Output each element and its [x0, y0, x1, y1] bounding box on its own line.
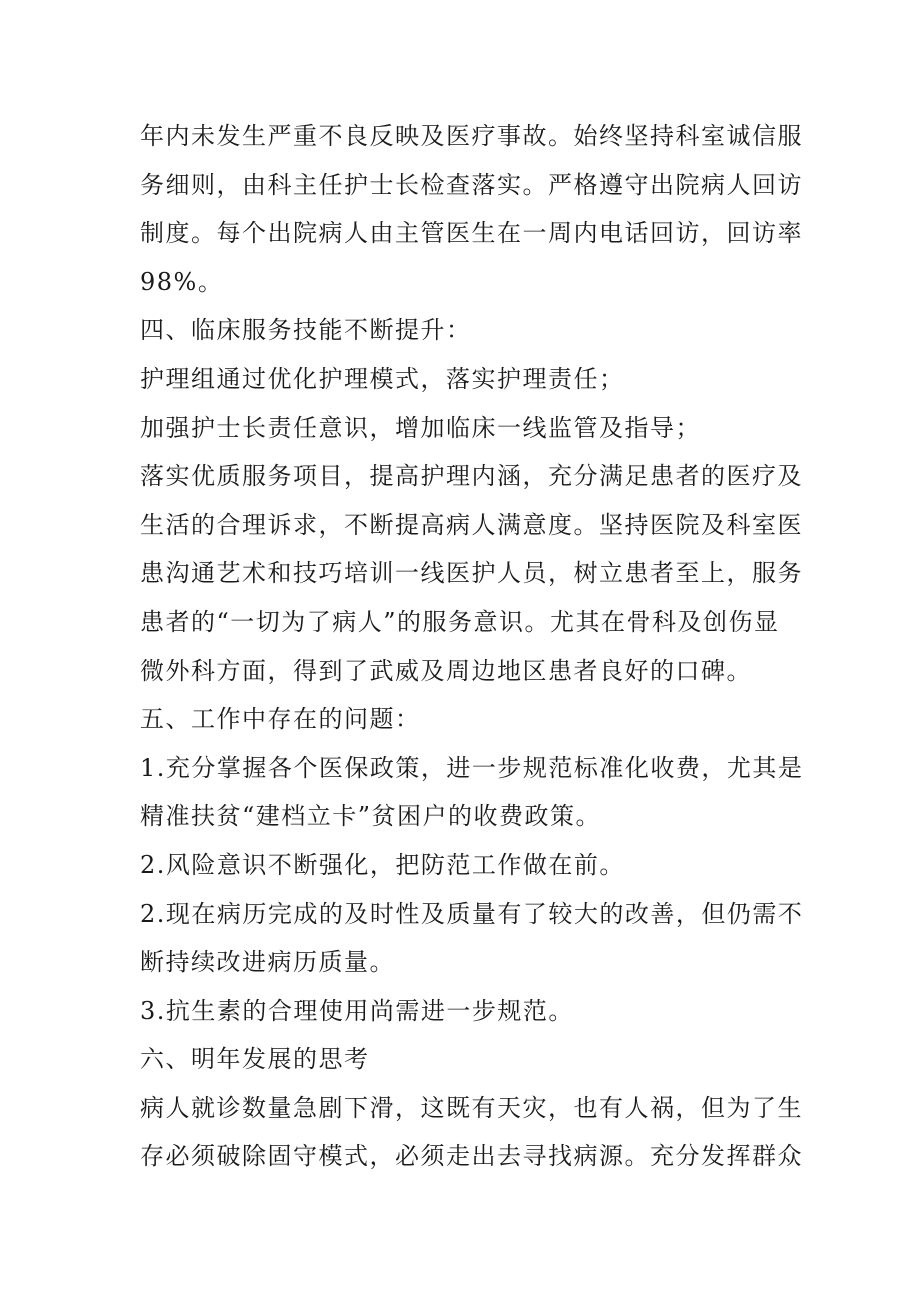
document-body	[140, 112, 804, 1181]
list-item: 3.抗生素的合理使用尚需进一步规范。	[140, 996, 574, 1025]
text-line: 护理组通过优化护理模式，落实护理责任；	[140, 364, 625, 393]
section-heading-6: 六、明年发展的思考	[140, 1045, 370, 1074]
text-line: 落实优质服务项目，提高护理内涵，充分满足患者的医疗及	[140, 462, 803, 491]
section-heading-5: 五、工作中存在的问题：	[140, 705, 421, 734]
text-line: 务细则，由科主任护士长检查落实。严格遵守出院病人回访	[140, 170, 803, 199]
text-line: 精准扶贫“建档立卡”贫困户的收费政策。	[140, 802, 602, 831]
text-line: 病人就诊数量急剧下滑，这既有天灾，也有人祸，但为了生	[140, 1093, 803, 1122]
text-line: 制度。每个出院病人由主管医生在一周内电话回访，回访率	[140, 219, 803, 248]
text-line: 患沟通艺术和技巧培训一线医护人员，树立患者至上，服务	[140, 559, 803, 588]
text-line: 98%。	[140, 267, 224, 296]
list-item: 2.现在病历完成的及时性及质量有了较大的改善，但仍需不	[140, 899, 804, 928]
text-line: 年内未发生严重不良反映及医疗事故。始终坚持科室诚信服	[140, 122, 803, 150]
text-line: 生活的合理诉求，不断提高病人满意度。坚持医院及科室医	[140, 510, 803, 539]
text-line: 微外科方面，得到了武威及周边地区患者良好的口碑。	[140, 656, 752, 685]
text-line: 患者的“一切为了病人”的服务意识。尤其在骨科及创伤显	[140, 607, 780, 636]
text-line: 加强护士长责任意识，增加临床一线监管及指导；	[140, 413, 701, 442]
list-item: 1.充分掌握各个医保政策，进一步规范标准化收费，尤其是	[140, 753, 804, 782]
text-line: 断持续改进病历质量。	[140, 948, 395, 977]
list-item: 2.风险意识不断强化，把防范工作做在前。	[140, 850, 625, 879]
text-line: 存必须破除固守模式，必须走出去寻找病源。充分发挥群众	[140, 1142, 803, 1171]
section-heading-4: 四、临床服务技能不断提升：	[140, 316, 472, 345]
